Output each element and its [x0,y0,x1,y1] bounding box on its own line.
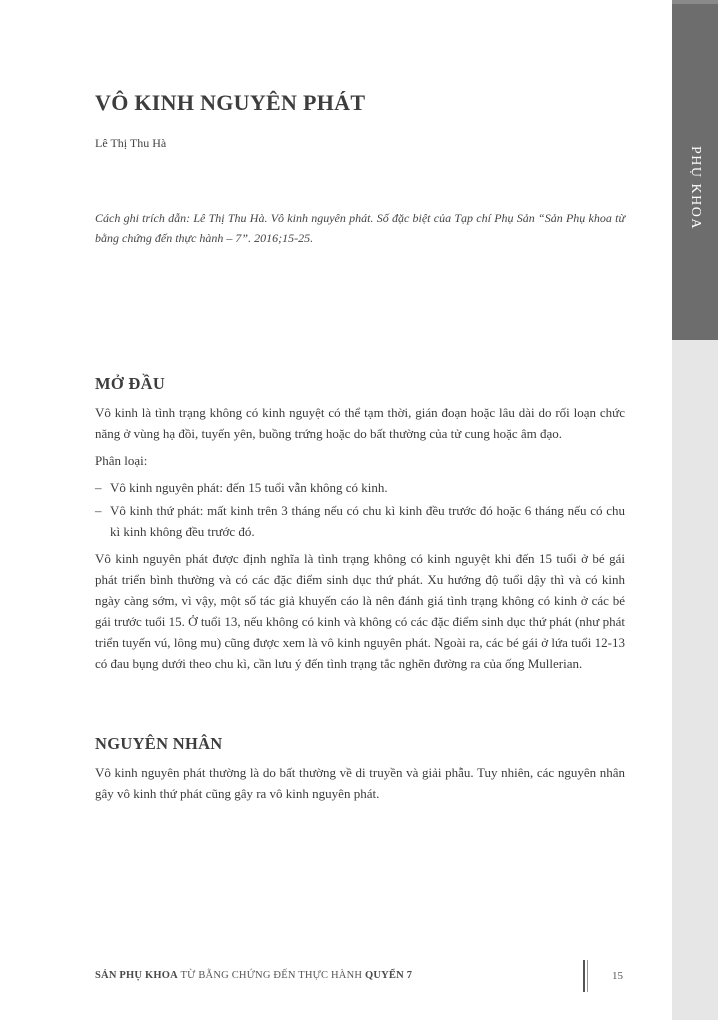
page-number: 15 [612,970,623,982]
footer-book-name: SẢN PHỤ KHOA [95,970,178,981]
section-heading-intro: MỞ ĐẦU [95,374,166,393]
classification-list [95,477,625,542]
intro-paragraph-3: Vô kinh nguyên phát được định nghĩa là tình trạng không có kinh nguyệt khi đến 15 tuổi ở bé gái phát triển bình thường và có các đặc điểm sinh dục thứ phát. Xu hướng độ tuổi dậy thì và có kinh ngày càng sớm, vì vậy, một số tác giả khuyến cáo là nên đánh giá tình trạng không có kinh ở các bé gái trước tuổi 15. Ở tuổi 13, nếu không có kinh và không có các đặc điểm sinh dục thứ phát (như phát triển tuyến vú, lông mu) cũng được xem là vô kinh nguyên phát. Ngoài ra, các bé gái ở lứa tuổi 12-13 có đau bụng dưới theo chu kì, cần lưu ý đến tình trạng tắc nghẽn đường ra của ống Mullerian. [95,551,625,671]
causes-paragraph-1: Vô kinh nguyên phát thường là do bất thường về di truyền và giải phẫu. Tuy nhiên, các nguyên nhân gây vô kinh thứ phát cũng gây ra vô kinh nguyên phát. [95,765,625,801]
footer-divider [583,960,585,992]
list-dash: – [95,480,102,495]
footer-volume: QUYỂN 7 [364,970,413,981]
list-item-text: Vô kinh nguyên phát: đến 15 tuổi vẫn không có kinh. [110,480,388,495]
intro-paragraph-1: Vô kinh là tình trạng không có kinh nguyệt có thể tạm thời, gián đoạn hoặc lâu dài do rối loạn chức năng ở vùng hạ đồi, tuyến yên, buồng trứng hoặc do bất thường của tử cung hoặc âm đạo. [95,405,625,441]
article-author: Lê Thị Thu Hà [95,136,167,150]
list-item [95,500,625,542]
running-footer [95,970,412,981]
side-tab-top-strip [672,0,718,4]
intro-section-body [95,402,625,680]
footer-book-subtitle: TỪ BẰNG CHỨNG ĐẾN THỰC HÀNH [177,970,365,981]
list-item [95,477,625,498]
citation-note: Cách ghi trích dẫn: Lê Thị Thu Hà. Vô kinh nguyên phát. Số đặc biệt của Tạp chí Phụ Sản “Sản Phụ khoa từ bằng chứng đến thực hành – 7”. 2016;15-25. [95,211,625,245]
footer-divider-thin [587,960,588,992]
list-dash: – [95,503,102,518]
classification-label: Phân loại: [95,453,148,468]
causes-section-body [95,762,625,810]
article-title: VÔ KINH NGUYÊN PHÁT [95,90,366,115]
side-section-label: PHỤ KHOA [688,146,703,230]
section-heading-causes: NGUYÊN NHÂN [95,734,223,753]
list-item-text: Vô kinh thứ phát: mất kinh trên 3 tháng nếu có chu kì kinh đều trước đó hoặc 6 tháng nếu có chu kì kinh không đều trước đó. [110,503,625,539]
side-margin-band [672,340,718,1020]
